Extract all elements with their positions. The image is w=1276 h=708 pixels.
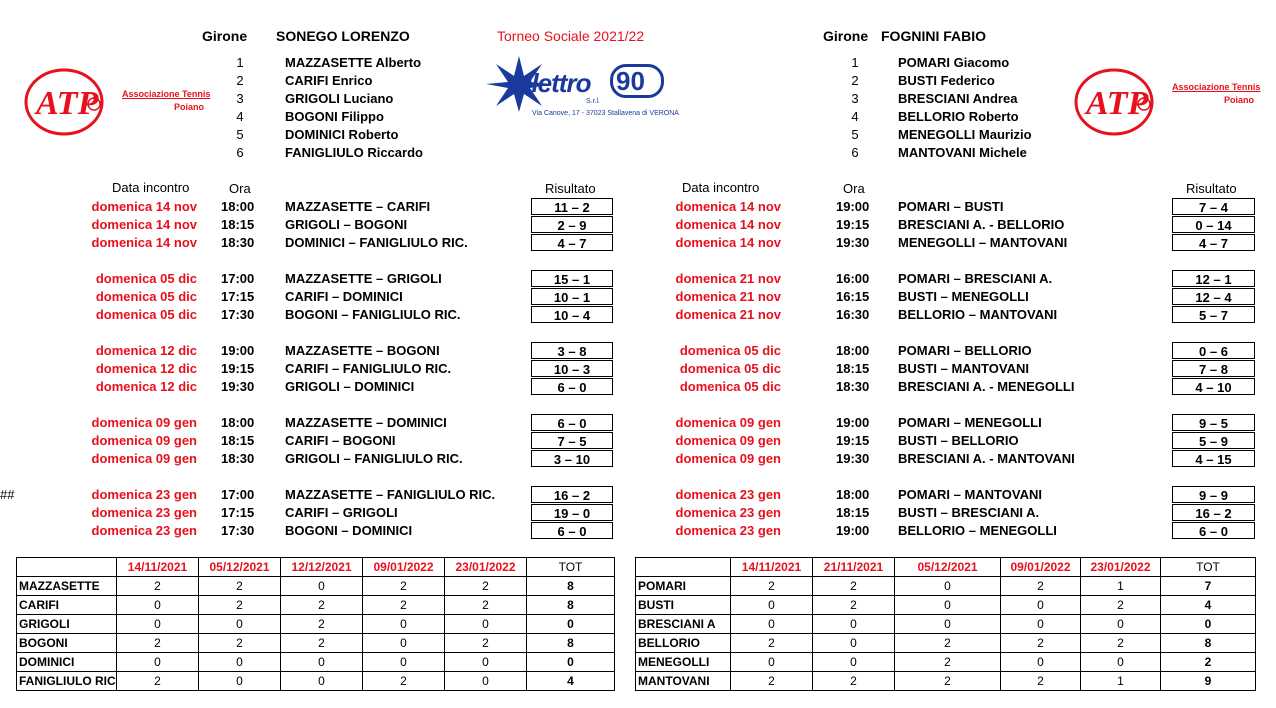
player-name: BRESCIANI Andrea <box>898 91 1018 106</box>
club-name-left: Associazione Tennis <box>122 89 211 99</box>
match-result: 5 – 9 <box>1172 432 1255 449</box>
standings-points-cell: 0 <box>895 596 1001 615</box>
match-result: 7 – 5 <box>531 432 613 449</box>
standings-points-cell: 2 <box>117 672 199 691</box>
match-result: 5 – 7 <box>1172 306 1255 323</box>
player-name: MENEGOLLI Maurizio <box>898 127 1032 142</box>
player-name: FANIGLIULO Riccardo <box>285 145 423 160</box>
time-header-left: Ora <box>229 181 251 196</box>
player-number: 4 <box>851 109 859 124</box>
standings-row <box>17 596 615 615</box>
match-time: 19:00 <box>836 415 870 430</box>
svg-text:ATP: ATP <box>1086 85 1149 122</box>
standings-player-name: DOMINICI <box>17 653 117 672</box>
match-players: MAZZASETTE – BOGONI <box>285 343 440 358</box>
match-date: domenica 05 dic <box>679 379 781 394</box>
match-time: 18:00 <box>221 199 255 214</box>
player-name: MAZZASETTE Alberto <box>285 55 422 70</box>
match-time: 19:00 <box>221 343 255 358</box>
match-time: 18:30 <box>221 235 255 250</box>
standings-points-cell: 0 <box>363 615 445 634</box>
standings-points-cell: 0 <box>281 672 363 691</box>
club-name-right: Associazione Tennis <box>1172 82 1261 92</box>
standings-points-cell: 2 <box>1081 634 1161 653</box>
player-number: 2 <box>851 73 859 88</box>
standings-points-cell: 1 <box>1081 672 1161 691</box>
standings-total-cell: 4 <box>527 672 615 691</box>
player-name: BOGONI Filippo <box>285 109 384 124</box>
standings-points-cell: 0 <box>1001 596 1081 615</box>
standings-points-cell: 2 <box>895 672 1001 691</box>
standings-points-cell: 2 <box>363 596 445 615</box>
standings-player-name: BUSTI <box>636 596 731 615</box>
standings-points-cell: 0 <box>895 615 1001 634</box>
standings-points-cell: 2 <box>813 672 895 691</box>
standings-player-name: BRESCIANI A <box>636 615 731 634</box>
standings-points-cell: 0 <box>363 653 445 672</box>
standings-points-cell: 1 <box>1081 577 1161 596</box>
standings-points-cell: 2 <box>445 577 527 596</box>
sponsor-address: Via Canove, 17 - 37023 Stallavena di VERONA <box>532 110 679 117</box>
match-date: domenica 23 gen <box>675 487 781 502</box>
standings-points-cell: 2 <box>731 672 813 691</box>
match-time: 17:15 <box>221 289 255 304</box>
match-date: domenica 21 nov <box>675 271 781 286</box>
standings-points-cell: 0 <box>281 577 363 596</box>
match-result: 0 – 6 <box>1172 342 1255 359</box>
standings-total-cell: 9 <box>1161 672 1256 691</box>
match-date: domenica 12 dic <box>95 361 197 376</box>
standings-points-cell: 0 <box>199 672 281 691</box>
player-name: POMARI Giacomo <box>898 55 1010 70</box>
standings-row <box>636 596 1256 615</box>
standings-total-cell: 4 <box>1161 596 1256 615</box>
standings-points-cell: 0 <box>731 615 813 634</box>
result-header-right: Risultato <box>1186 181 1237 196</box>
match-time: 18:15 <box>221 217 255 232</box>
match-players: POMARI – BUSTI <box>898 199 1004 214</box>
standings-points-cell: 0 <box>1081 653 1161 672</box>
match-result: 0 – 14 <box>1172 216 1255 233</box>
standings-points-cell: 2 <box>1081 596 1161 615</box>
standings-total-cell: 0 <box>527 653 615 672</box>
match-result: 11 – 2 <box>531 198 613 215</box>
match-time: 18:15 <box>836 361 870 376</box>
match-time: 19:15 <box>836 217 870 232</box>
match-result: 10 – 4 <box>531 306 613 323</box>
standings-row <box>17 653 615 672</box>
standings-player-name: MENEGOLLI <box>636 653 731 672</box>
match-date: domenica 23 gen <box>675 505 781 520</box>
standings-row <box>636 615 1256 634</box>
standings-points-cell: 0 <box>117 615 199 634</box>
match-time: 17:30 <box>221 523 255 538</box>
standings-points-cell: 2 <box>281 634 363 653</box>
standings-points-cell: 2 <box>117 634 199 653</box>
standings-points-cell: 0 <box>281 653 363 672</box>
stray-mark: ## <box>0 487 15 502</box>
club-town-right: Poiano <box>1224 95 1255 105</box>
standings-table-left <box>16 557 615 691</box>
standings-points-cell: 0 <box>199 653 281 672</box>
standings-player-name: BOGONI <box>17 634 117 653</box>
match-time: 19:30 <box>221 379 255 394</box>
time-header-right: Ora <box>843 181 865 196</box>
match-result: 6 – 0 <box>531 378 613 395</box>
match-time: 19:00 <box>836 523 870 538</box>
player-number: 6 <box>236 145 244 160</box>
match-date: domenica 14 nov <box>91 235 197 250</box>
match-date: domenica 14 nov <box>675 199 781 214</box>
standings-points-cell: 0 <box>731 653 813 672</box>
match-time: 18:30 <box>836 379 870 394</box>
group-leader-left: SONEGO LORENZO <box>276 28 410 44</box>
player-number: 5 <box>851 127 859 142</box>
match-date: domenica 23 gen <box>675 523 781 538</box>
match-time: 18:00 <box>836 343 870 358</box>
match-players: CARIFI – DOMINICI <box>285 289 403 304</box>
match-time: 16:00 <box>836 271 870 286</box>
match-result: 12 – 4 <box>1172 288 1255 305</box>
match-players: MAZZASETTE – DOMINICI <box>285 415 447 430</box>
standings-points-cell: 2 <box>731 634 813 653</box>
match-time: 19:15 <box>221 361 255 376</box>
match-date: domenica 14 nov <box>675 217 781 232</box>
standings-points-cell: 2 <box>1001 672 1081 691</box>
match-players: BUSTI – MENEGOLLI <box>898 289 1029 304</box>
match-date: domenica 14 nov <box>91 199 197 214</box>
match-time: 19:00 <box>836 199 870 214</box>
girone-label-left: Girone <box>202 28 248 44</box>
match-time: 18:00 <box>221 415 255 430</box>
player-number: 5 <box>236 127 244 142</box>
match-time: 19:30 <box>836 451 870 466</box>
standings-date-header: 05/12/2021 <box>199 558 281 577</box>
standings-points-cell: 0 <box>199 615 281 634</box>
sponsor-name: elettro <box>518 68 591 98</box>
standings-tot-header: TOT <box>1161 558 1256 577</box>
match-date: domenica 12 dic <box>95 343 197 358</box>
player-number: 6 <box>851 145 859 160</box>
match-date: domenica 09 gen <box>91 433 197 448</box>
match-date: domenica 23 gen <box>91 523 197 538</box>
match-players: POMARI – BELLORIO <box>898 343 1032 358</box>
club-logo-right <box>1072 64 1262 138</box>
standings-points-cell: 2 <box>1001 577 1081 596</box>
match-date: domenica 14 nov <box>675 235 781 250</box>
match-time: 18:30 <box>221 451 255 466</box>
standings-row <box>17 672 615 691</box>
match-result: 6 – 0 <box>531 414 613 431</box>
match-players: BELLORIO – MENEGOLLI <box>898 523 1057 538</box>
match-players: GRIGOLI – BOGONI <box>285 217 408 232</box>
match-players: BELLORIO – MANTOVANI <box>898 307 1058 322</box>
match-time: 19:15 <box>836 433 870 448</box>
standings-total-cell: 8 <box>527 577 615 596</box>
player-name: GRIGOLI Luciano <box>285 91 394 106</box>
standings-total-cell: 8 <box>527 596 615 615</box>
player-name: BUSTI Federico <box>898 73 995 88</box>
standings-row <box>17 634 615 653</box>
standings-total-cell: 2 <box>1161 653 1256 672</box>
player-number: 1 <box>236 55 244 70</box>
standings-date-header: 09/01/2022 <box>1001 558 1081 577</box>
standings-header-row <box>636 558 1256 577</box>
match-result: 6 – 0 <box>531 522 613 539</box>
match-result: 3 – 8 <box>531 342 613 359</box>
standings-points-cell: 2 <box>731 577 813 596</box>
match-time: 19:30 <box>836 235 870 250</box>
match-result: 15 – 1 <box>531 270 613 287</box>
match-players: BOGONI – FANIGLIULO RIC. <box>285 307 461 322</box>
match-date: domenica 23 gen <box>91 487 197 502</box>
match-players: MAZZASETTE – FANIGLIULO RIC. <box>285 487 496 502</box>
match-players: BRESCIANI A. - MENEGOLLI <box>898 379 1075 394</box>
standings-points-cell: 2 <box>1001 634 1081 653</box>
standings-points-cell: 2 <box>813 577 895 596</box>
match-result: 10 – 1 <box>531 288 613 305</box>
player-name: DOMINICI Roberto <box>285 127 399 142</box>
club-logo-left <box>22 64 212 138</box>
match-players: MAZZASETTE – GRIGOLI <box>285 271 442 286</box>
standings-points-cell: 0 <box>117 596 199 615</box>
standings-points-cell: 0 <box>813 634 895 653</box>
sponsor-number: 90 <box>616 66 645 96</box>
match-result: 9 – 9 <box>1172 486 1255 503</box>
player-number: 4 <box>236 109 244 124</box>
match-players: CARIFI – GRIGOLI <box>285 505 398 520</box>
svg-text:ATP: ATP <box>36 85 99 122</box>
standings-points-cell: 2 <box>895 634 1001 653</box>
standings-date-header: 23/01/2022 <box>445 558 527 577</box>
player-number: 2 <box>236 73 244 88</box>
sponsor-logo <box>484 54 679 126</box>
standings-points-cell: 0 <box>813 615 895 634</box>
standings-total-cell: 0 <box>1161 615 1256 634</box>
player-number: 3 <box>851 91 859 106</box>
match-date: domenica 23 gen <box>91 505 197 520</box>
standings-player-name: POMARI <box>636 577 731 596</box>
date-header-left: Data incontro <box>112 180 190 195</box>
match-players: GRIGOLI – FANIGLIULO RIC. <box>285 451 463 466</box>
match-result: 12 – 1 <box>1172 270 1255 287</box>
match-players: BRESCIANI A. - MANTOVANI <box>898 451 1075 466</box>
match-time: 17:15 <box>221 505 255 520</box>
match-players: POMARI – BRESCIANI A. <box>898 271 1053 286</box>
match-time: 18:00 <box>836 487 870 502</box>
standings-date-header: 14/11/2021 <box>117 558 199 577</box>
standings-player-name: BELLORIO <box>636 634 731 653</box>
match-result: 16 – 2 <box>1172 504 1255 521</box>
match-date: domenica 09 gen <box>675 415 781 430</box>
match-result: 7 – 4 <box>1172 198 1255 215</box>
match-result: 4 – 7 <box>1172 234 1255 251</box>
standings-date-header: 23/01/2022 <box>1081 558 1161 577</box>
standings-points-cell: 0 <box>813 653 895 672</box>
standings-player-name: CARIFI <box>17 596 117 615</box>
standings-points-cell: 2 <box>895 653 1001 672</box>
match-time: 16:15 <box>836 289 870 304</box>
standings-player-name: MANTOVANI <box>636 672 731 691</box>
standings-player-name: FANIGLIULO RIC <box>17 672 117 691</box>
standings-total-cell: 8 <box>1161 634 1256 653</box>
standings-points-cell: 0 <box>445 672 527 691</box>
player-number: 3 <box>236 91 244 106</box>
match-time: 17:00 <box>221 487 255 502</box>
standings-row <box>636 577 1256 596</box>
standings-points-cell: 0 <box>445 615 527 634</box>
match-players: MAZZASETTE – CARIFI <box>285 199 431 214</box>
standings-points-cell: 2 <box>363 672 445 691</box>
player-number: 1 <box>851 55 859 70</box>
standings-row <box>636 672 1256 691</box>
standings-points-cell: 0 <box>731 596 813 615</box>
group-leader-right: FOGNINI FABIO <box>881 28 986 44</box>
match-time: 16:30 <box>836 307 870 322</box>
match-date: domenica 21 nov <box>675 289 781 304</box>
standings-points-cell: 2 <box>813 596 895 615</box>
match-result: 7 – 8 <box>1172 360 1255 377</box>
standings-date-header: 09/01/2022 <box>363 558 445 577</box>
match-date: domenica 05 dic <box>95 289 197 304</box>
standings-points-cell: 0 <box>445 653 527 672</box>
club-logo-icon <box>22 64 212 138</box>
match-time: 18:15 <box>836 505 870 520</box>
match-time: 17:30 <box>221 307 255 322</box>
match-players: CARIFI – BOGONI <box>285 433 396 448</box>
player-name: BELLORIO Roberto <box>898 109 1019 124</box>
standings-row <box>636 634 1256 653</box>
sponsor-suffix: S.r.l. <box>586 98 601 105</box>
match-players: DOMINICI – FANIGLIULO RIC. <box>285 235 468 250</box>
match-players: BRESCIANI A. - BELLORIO <box>898 217 1065 232</box>
standings-points-cell: 2 <box>445 596 527 615</box>
match-date: domenica 09 gen <box>91 415 197 430</box>
match-date: domenica 05 dic <box>95 271 197 286</box>
player-name: MANTOVANI Michele <box>898 145 1027 160</box>
girone-label-right: Girone <box>823 28 869 44</box>
match-result: 6 – 0 <box>1172 522 1255 539</box>
match-result: 9 – 5 <box>1172 414 1255 431</box>
standings-points-cell: 0 <box>1001 615 1081 634</box>
standings-row <box>636 653 1256 672</box>
match-result: 4 – 7 <box>531 234 613 251</box>
match-result: 2 – 9 <box>531 216 613 233</box>
match-result: 10 – 3 <box>531 360 613 377</box>
standings-player-name: GRIGOLI <box>17 615 117 634</box>
match-time: 18:15 <box>221 433 255 448</box>
match-result: 19 – 0 <box>531 504 613 521</box>
standings-points-cell: 2 <box>281 615 363 634</box>
match-date: domenica 09 gen <box>675 451 781 466</box>
standings-row <box>17 615 615 634</box>
match-players: POMARI – MANTOVANI <box>898 487 1042 502</box>
standings-date-header: 14/11/2021 <box>731 558 813 577</box>
standings-points-cell: 0 <box>363 634 445 653</box>
match-time: 17:00 <box>221 271 255 286</box>
standings-corner-cell <box>636 558 731 577</box>
standings-corner-cell <box>17 558 117 577</box>
match-players: POMARI – MENEGOLLI <box>898 415 1042 430</box>
standings-points-cell: 2 <box>281 596 363 615</box>
match-players: MENEGOLLI – MANTOVANI <box>898 235 1068 250</box>
standings-date-header: 05/12/2021 <box>895 558 1001 577</box>
club-town-left: Poiano <box>174 102 205 112</box>
match-date: domenica 05 dic <box>679 361 781 376</box>
date-header-right: Data incontro <box>682 180 760 195</box>
standings-header-row <box>17 558 615 577</box>
standings-row <box>17 577 615 596</box>
match-date: domenica 09 gen <box>91 451 197 466</box>
match-players: BUSTI – BRESCIANI A. <box>898 505 1040 520</box>
standings-points-cell: 0 <box>895 577 1001 596</box>
page-title: Torneo Sociale 2021/22 <box>497 28 645 44</box>
match-players: CARIFI – FANIGLIULO RIC. <box>285 361 452 376</box>
standings-player-name: MAZZASETTE <box>17 577 117 596</box>
standings-points-cell: 0 <box>1001 653 1081 672</box>
match-date: domenica 09 gen <box>675 433 781 448</box>
standings-table-right <box>635 557 1256 691</box>
standings-total-cell: 8 <box>527 634 615 653</box>
player-name: CARIFI Enrico <box>285 73 373 88</box>
standings-points-cell: 2 <box>199 596 281 615</box>
match-players: BUSTI – BELLORIO <box>898 433 1019 448</box>
match-result: 4 – 10 <box>1172 378 1255 395</box>
standings-date-header: 21/11/2021 <box>813 558 895 577</box>
standings-tot-header: TOT <box>527 558 615 577</box>
match-players: BOGONI – DOMINICI <box>285 523 413 538</box>
result-header-left: Risultato <box>545 181 596 196</box>
match-date: domenica 14 nov <box>91 217 197 232</box>
standings-points-cell: 0 <box>117 653 199 672</box>
match-result: 3 – 10 <box>531 450 613 467</box>
match-players: GRIGOLI – DOMINICI <box>285 379 415 394</box>
standings-points-cell: 2 <box>117 577 199 596</box>
standings-points-cell: 2 <box>363 577 445 596</box>
match-result: 16 – 2 <box>531 486 613 503</box>
match-date: domenica 12 dic <box>95 379 197 394</box>
standings-points-cell: 2 <box>445 634 527 653</box>
standings-points-cell: 0 <box>1081 615 1161 634</box>
standings-total-cell: 0 <box>527 615 615 634</box>
match-date: domenica 21 nov <box>675 307 781 322</box>
standings-points-cell: 2 <box>199 634 281 653</box>
match-players: BUSTI – MANTOVANI <box>898 361 1029 376</box>
match-date: domenica 05 dic <box>679 343 781 358</box>
match-result: 4 – 15 <box>1172 450 1255 467</box>
match-date: domenica 05 dic <box>95 307 197 322</box>
standings-total-cell: 7 <box>1161 577 1256 596</box>
standings-points-cell: 2 <box>199 577 281 596</box>
standings-date-header: 12/12/2021 <box>281 558 363 577</box>
